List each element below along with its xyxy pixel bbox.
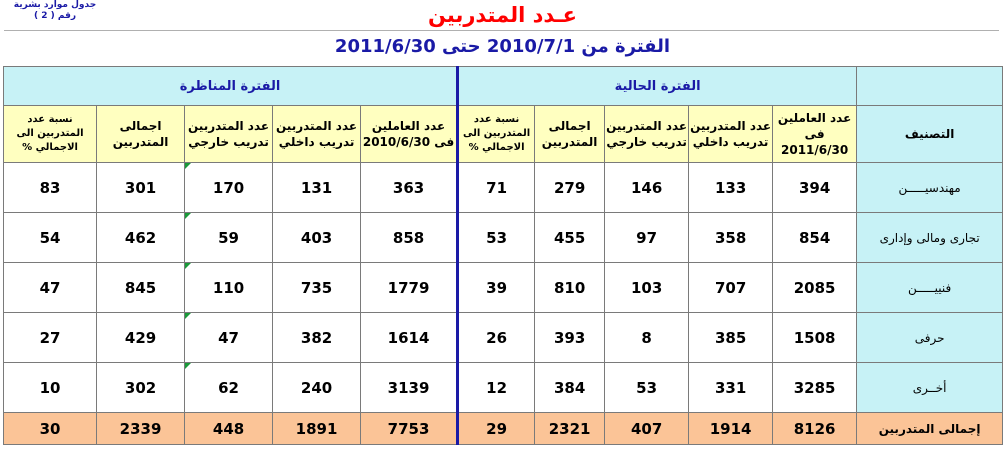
cell: 735 xyxy=(273,263,361,313)
current-period-header: الفترة الحالية xyxy=(458,67,857,106)
cell: 47 xyxy=(4,263,97,313)
col-header-employees: عدد العاملين فى 2010/6/30 xyxy=(361,106,458,163)
cell: 455 xyxy=(535,213,605,263)
col-header-employees: عدد العاملين فى 2011/6/30 xyxy=(773,106,857,163)
table-row xyxy=(4,363,1003,413)
cell: 53 xyxy=(605,363,689,413)
cell: 2085 xyxy=(773,263,857,313)
cell: 707 xyxy=(689,263,773,313)
header-spacer xyxy=(857,67,1003,106)
cell: 302 xyxy=(97,363,185,413)
cell: 393 xyxy=(535,313,605,363)
total-cell: 30 xyxy=(4,413,97,445)
total-cell: 8126 xyxy=(773,413,857,445)
cell: 363 xyxy=(361,163,458,213)
table-row xyxy=(4,213,1003,263)
cell: 110 xyxy=(185,263,273,313)
total-cell: 2321 xyxy=(535,413,605,445)
cell: 62 xyxy=(185,363,273,413)
cell: 1779 xyxy=(361,263,458,313)
cell: 170 xyxy=(185,163,273,213)
table-row xyxy=(4,163,1003,213)
caption-line-2: رقم ( 2 ) xyxy=(33,11,77,21)
col-header-internal: عدد المتدربين تدريب داخلي xyxy=(273,106,361,163)
cell: 71 xyxy=(458,163,535,213)
col-header-ratio: نسبة عدد المتدربين الى الاجمالي % xyxy=(4,106,97,163)
cell: 59 xyxy=(185,213,273,263)
total-label: إجمالى المتدربين xyxy=(857,413,1003,445)
cell: 858 xyxy=(361,213,458,263)
cell: 1508 xyxy=(773,313,857,363)
cell: 382 xyxy=(273,313,361,363)
cell: 47 xyxy=(185,313,273,363)
cell: 384 xyxy=(535,363,605,413)
cell: 54 xyxy=(4,213,97,263)
comparable-period-header: الفترة المناظرة xyxy=(4,67,458,106)
cell: 394 xyxy=(773,163,857,213)
cell: 301 xyxy=(97,163,185,213)
cell: 83 xyxy=(4,163,97,213)
cell: 27 xyxy=(4,313,97,363)
col-header-total: اجمالى المتدربين xyxy=(97,106,185,163)
row-label: تجارى ومالى وإدارى xyxy=(857,213,1003,263)
cell: 462 xyxy=(97,213,185,263)
col-header-external: عدد المتدربين تدريب خارجي xyxy=(605,106,689,163)
col-header-total: اجمالى المتدربين xyxy=(535,106,605,163)
total-cell: 7753 xyxy=(361,413,458,445)
cell: 429 xyxy=(97,313,185,363)
cell: 3139 xyxy=(361,363,458,413)
total-row xyxy=(4,413,1003,445)
total-cell: 1891 xyxy=(273,413,361,445)
cell: 26 xyxy=(458,313,535,363)
col-header-external: عدد المتدربين تدريب خارجي xyxy=(185,106,273,163)
row-label: أخــرى xyxy=(857,363,1003,413)
title-divider xyxy=(4,30,999,31)
row-label: مهندسيـــــن xyxy=(857,163,1003,213)
cell: 146 xyxy=(605,163,689,213)
row-label: حرفى xyxy=(857,313,1003,363)
cell: 845 xyxy=(97,263,185,313)
cell: 385 xyxy=(689,313,773,363)
cell: 1614 xyxy=(361,313,458,363)
caption-line-1: جدول موارد بشرية xyxy=(13,0,97,10)
total-cell: 407 xyxy=(605,413,689,445)
table-row xyxy=(4,313,1003,363)
row-label: فنييـــــن xyxy=(857,263,1003,313)
cell: 810 xyxy=(535,263,605,313)
cell: 358 xyxy=(689,213,773,263)
cell: 403 xyxy=(273,213,361,263)
cell: 53 xyxy=(458,213,535,263)
cell: 39 xyxy=(458,263,535,313)
classification-header: التصنيف xyxy=(857,106,1003,163)
table-row xyxy=(4,263,1003,313)
col-header-internal: عدد المتدربين تدريب داخلي xyxy=(689,106,773,163)
total-cell: 29 xyxy=(458,413,535,445)
cell: 103 xyxy=(605,263,689,313)
col-header-ratio: نسبة عدد المتدربين الى الاجمالي % xyxy=(458,106,535,163)
cell: 3285 xyxy=(773,363,857,413)
cell: 240 xyxy=(273,363,361,413)
cell: 131 xyxy=(273,163,361,213)
cell: 331 xyxy=(689,363,773,413)
cell: 97 xyxy=(605,213,689,263)
trainees-table xyxy=(3,66,1003,445)
total-cell: 448 xyxy=(185,413,273,445)
total-cell: 2339 xyxy=(97,413,185,445)
cell: 279 xyxy=(535,163,605,213)
cell: 8 xyxy=(605,313,689,363)
page-title: عـدد المتدربين xyxy=(427,3,578,27)
cell: 12 xyxy=(458,363,535,413)
cell: 10 xyxy=(4,363,97,413)
cell: 854 xyxy=(773,213,857,263)
cell: 133 xyxy=(689,163,773,213)
period-subtitle: الفترة من 2010/7/1 حتى 2011/6/30 xyxy=(334,36,671,57)
total-cell: 1914 xyxy=(689,413,773,445)
